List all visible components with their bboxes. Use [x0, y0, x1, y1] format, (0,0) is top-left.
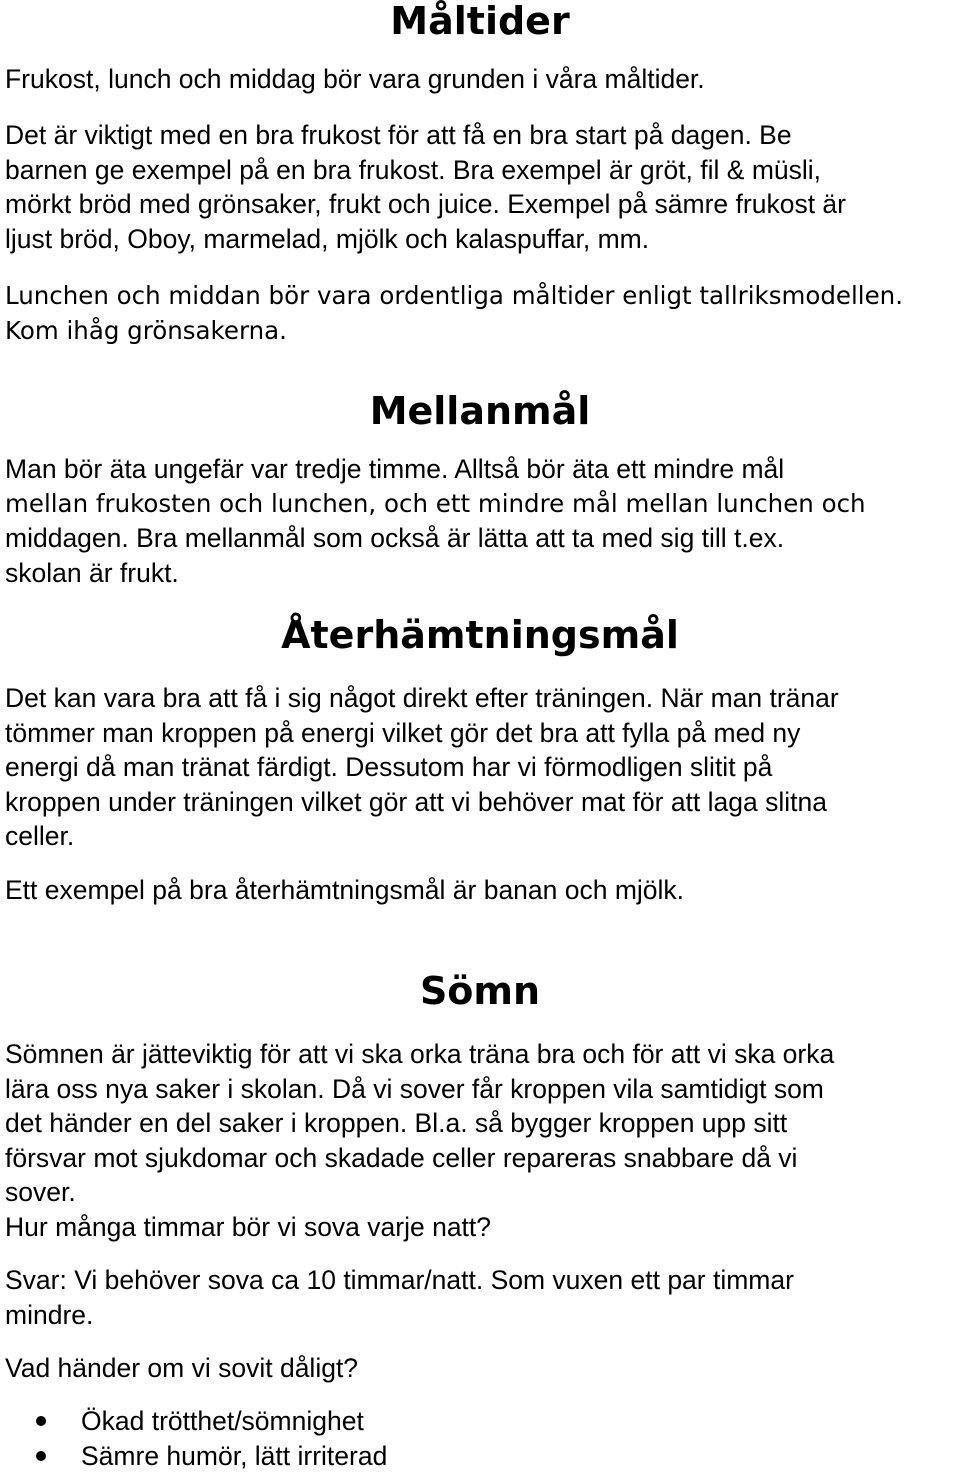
text-line: energi då man tränat färdigt. Dessutom har vi förmodligen slitit på [5, 752, 773, 782]
list-item [0, 1439, 387, 1474]
paragraph-intro [5, 62, 955, 97]
text-line: mindre. [5, 1299, 94, 1330]
text-line: Vad händer om vi sovit dåligt? [5, 1353, 359, 1383]
paragraph-example [5, 873, 955, 908]
bullet-list [0, 1404, 387, 1474]
heading-aterhamtningsmal: Återhämtningsmål [281, 613, 679, 657]
paragraph-question [5, 1351, 955, 1386]
paragraph-aterhamtning [5, 681, 955, 854]
text-line: middagen. Bra mellanmål som också är lätta att ta med sig till t.ex. [5, 523, 785, 553]
paragraph-answer [5, 1263, 955, 1332]
text-line: sover. [5, 1177, 76, 1207]
list-item-text: Sämre humör, lätt irriterad [81, 1441, 388, 1471]
text-line: ljust bröd, Oboy, marmelad, mjölk och kalaspuffar, mm. [5, 223, 650, 254]
list-item [0, 1404, 387, 1439]
text-line: lära oss nya saker i skolan. Då vi sover får kroppen vila samtidigt som [5, 1073, 824, 1104]
paragraph-lunch [5, 279, 955, 348]
text-line: barnen ge exempel på en bra frukost. Bra exempel är gröt, fil & müsli, [5, 154, 822, 185]
text-line: Lunchen och middan bör vara ordentliga måltider enligt tallriksmodellen. [5, 281, 903, 310]
text-line: Svar: Vi behöver sova ca 10 timmar/natt. Som vuxen ett par timmar [5, 1265, 794, 1295]
text-line: celler. [5, 821, 75, 851]
paragraph-somn [5, 1037, 955, 1244]
text-line: försvar mot sjukdomar och skadade celler repareras snabbare då vi [5, 1142, 798, 1173]
bullet-icon [36, 1451, 46, 1461]
text-line: Kom ihåg grönsakerna. [5, 315, 287, 345]
text-line: mörkt bröd med grönsaker, frukt och juice. Exempel på sämre frukost är [5, 189, 846, 219]
list-item-text: Ökad trötthet/sömnighet [81, 1406, 364, 1436]
text-line: Frukost, lunch och middag bör vara grunden i våra måltider. [5, 64, 705, 94]
text-line: tömmer man kroppen på energi vilket gör det bra att fylla på med ny [5, 717, 801, 748]
text-line: Det är viktigt med en bra frukost för att få en bra start på dagen. Be [5, 120, 792, 150]
heading-mellanmal: Mellanmål [369, 389, 591, 433]
bullet-icon [36, 1416, 46, 1426]
text-line: mellan frukosten och lunchen, och ett mindre mål mellan lunchen och [5, 488, 866, 518]
text-line: kroppen under träningen vilket gör att vi behöver mat för att laga slitna [5, 786, 827, 817]
text-line: Man bör äta ungefär var tredje timme. Alltså bör äta ett mindre mål [5, 454, 785, 484]
heading-somn: Sömn [419, 969, 541, 1013]
text-line: skolan är frukt. [5, 557, 179, 588]
text-line: Hur många timmar bör vi sova varje natt? [5, 1211, 492, 1242]
heading-maltider: Måltider [390, 0, 570, 43]
text-line: det händer en del saker i kroppen. Bl.a. så bygger kroppen upp sitt [5, 1108, 788, 1138]
text-line: Ett exempel på bra återhämtningsmål är banan och mjölk. [5, 875, 685, 905]
paragraph-breakfast [5, 118, 955, 256]
paragraph-mellanmal [5, 452, 955, 590]
text-line: Sömnen är jätteviktig för att vi ska orka träna bra och för att vi ska orka [5, 1039, 835, 1069]
text-line: Det kan vara bra att få i sig något direkt efter träningen. När man tränar [5, 683, 839, 713]
